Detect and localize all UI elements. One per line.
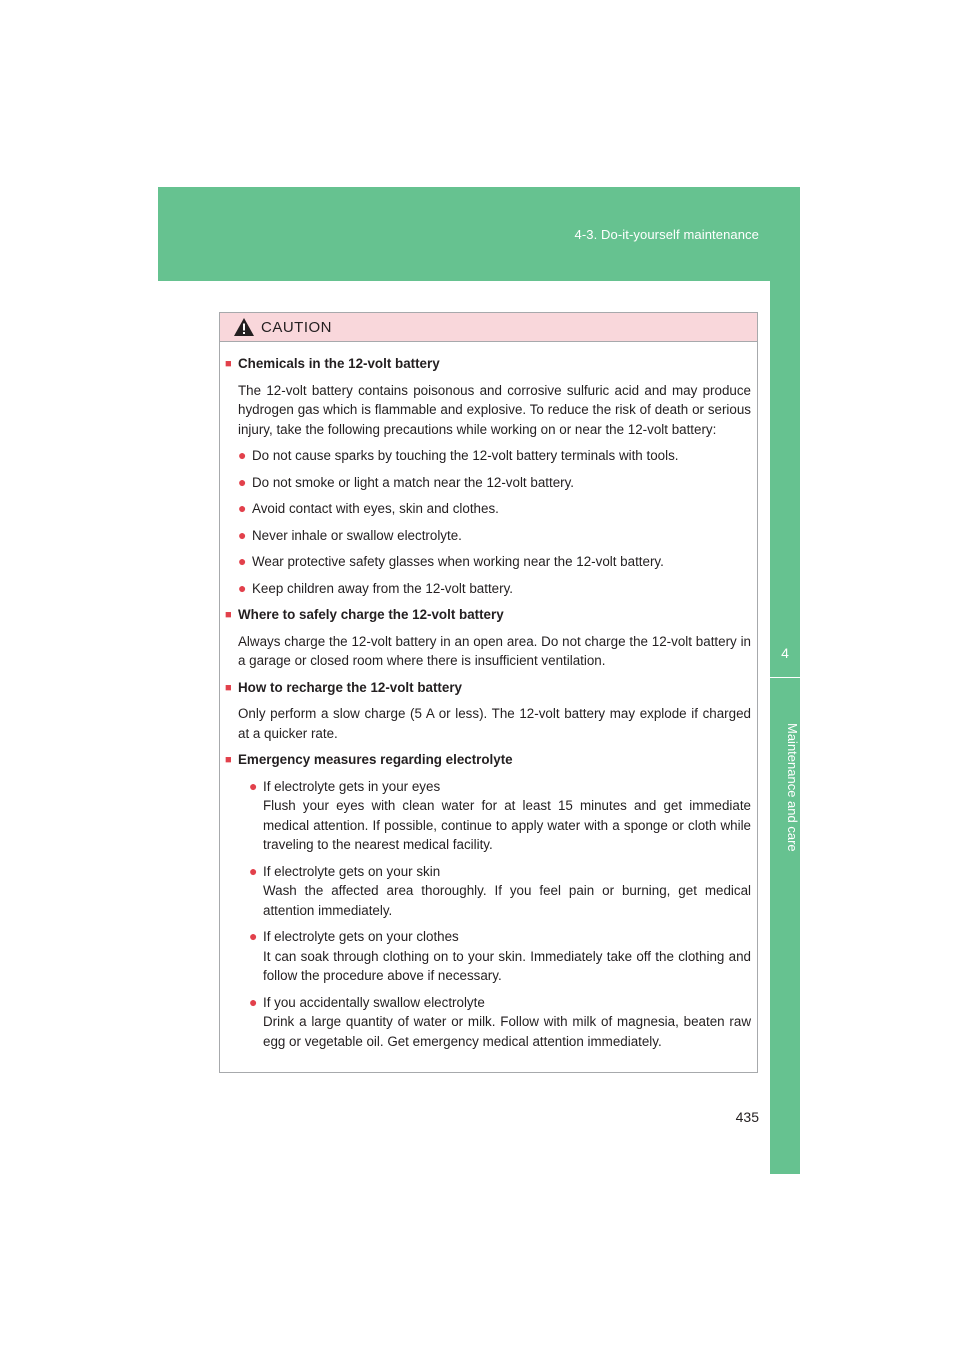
caution-body bbox=[220, 342, 757, 1051]
list-item bbox=[238, 446, 751, 466]
list-item-title: If electrolyte gets on your skin bbox=[263, 863, 441, 879]
list-item-text: Keep children away from the 12-volt battery. bbox=[252, 580, 513, 596]
list-item-text: Wash the affected area thoroughly. If you feel pain or burning, get medical attention immediately. bbox=[263, 883, 751, 918]
circle-bullet-icon: ● bbox=[238, 553, 247, 569]
circle-bullet-icon: ● bbox=[249, 862, 258, 879]
list-item bbox=[238, 499, 751, 519]
circle-bullet-icon: ● bbox=[238, 500, 247, 516]
section-heading bbox=[225, 750, 751, 771]
warning-triangle-icon bbox=[233, 317, 255, 337]
circle-bullet-icon: ● bbox=[238, 473, 247, 490]
square-bullet-icon: ■ bbox=[225, 358, 232, 370]
circle-bullet-icon: ● bbox=[238, 447, 247, 463]
list-item bbox=[249, 993, 751, 1052]
caution-title: CAUTION bbox=[261, 318, 332, 336]
section-title: 4-3. Do-it-yourself maintenance bbox=[574, 227, 759, 242]
heading-text: Where to safely charge the 12-volt battery bbox=[238, 607, 504, 622]
caution-box bbox=[219, 312, 758, 1073]
list-item bbox=[238, 473, 751, 493]
chapter-number: 4 bbox=[781, 645, 789, 661]
heading-text: Chemicals in the 12-volt battery bbox=[238, 356, 440, 371]
side-tab-divider bbox=[770, 677, 800, 678]
circle-bullet-icon: ● bbox=[238, 526, 247, 543]
list-item-text: Wear protective safety glasses when working near the 12-volt battery. bbox=[252, 554, 664, 569]
section-heading bbox=[225, 678, 751, 699]
heading-text: Emergency measures regarding electrolyte bbox=[238, 752, 513, 767]
list-item-title: If electrolyte gets in your eyes bbox=[263, 778, 441, 794]
circle-bullet-icon: ● bbox=[249, 993, 258, 1010]
caution-header bbox=[220, 313, 757, 342]
list-item-text: Drink a large quantity of water or milk. Follow with milk of magnesia, beaten raw egg or vegetable oil. Get emergency medical attention immediately. bbox=[263, 1014, 751, 1049]
square-bullet-icon: ■ bbox=[225, 681, 232, 694]
list-item bbox=[249, 927, 751, 986]
square-bullet-icon: ■ bbox=[225, 754, 232, 766]
list-item-text: Do not smoke or light a match near the 12-volt battery. bbox=[252, 474, 575, 490]
list-item bbox=[249, 862, 751, 921]
page-number: 435 bbox=[735, 1109, 759, 1125]
list-item-text: Do not cause sparks by touching the 12-volt battery terminals with tools. bbox=[252, 448, 679, 463]
list-item-text: Avoid contact with eyes, skin and clothes. bbox=[252, 501, 499, 516]
heading-text: How to recharge the 12-volt battery bbox=[238, 679, 462, 695]
list-item-text: Never inhale or swallow electrolyte. bbox=[252, 527, 462, 543]
list-item-title: If you accidentally swallow electrolyte bbox=[263, 994, 485, 1010]
list-item bbox=[238, 552, 751, 572]
list-item bbox=[249, 777, 751, 855]
circle-bullet-icon: ● bbox=[249, 928, 258, 944]
section-heading bbox=[225, 354, 751, 375]
list-item-text: It can soak through clothing on to your skin. Immediately take off the clothing and follow the procedure above if necessary. bbox=[263, 948, 751, 983]
list-item-title: If electrolyte gets on your clothes bbox=[263, 929, 459, 944]
list-item-text: Flush your eyes with clean water for at least 15 minutes and get immediate medical attention. If possible, continue to apply water with a sponge or cloth while traveling to the nearest medical facility. bbox=[263, 798, 751, 852]
section-heading bbox=[225, 605, 751, 626]
list-item bbox=[238, 526, 751, 546]
paragraph: Only perform a slow charge (5 A or less). The 12-volt battery may explode if charged at a quicker rate. bbox=[238, 706, 751, 741]
chapter-label: Maintenance and care bbox=[785, 723, 800, 852]
chapter-side-tab bbox=[770, 281, 800, 1174]
list-item bbox=[238, 579, 751, 599]
circle-bullet-icon: ● bbox=[249, 777, 258, 794]
square-bullet-icon: ■ bbox=[225, 609, 232, 621]
paragraph: Always charge the 12-volt battery in an open area. Do not charge the 12-volt battery in a garage or closed room where there is insufficient ventilation. bbox=[238, 633, 751, 668]
header-band bbox=[158, 187, 800, 281]
paragraph: The 12-volt battery contains poisonous and corrosive sulfuric acid and may produce hydrogen gas which is flammable and explosive. To reduce the risk of death or serious injury, take the following precautions while working on or near the 12-volt battery: bbox=[238, 382, 751, 437]
circle-bullet-icon: ● bbox=[238, 579, 247, 596]
